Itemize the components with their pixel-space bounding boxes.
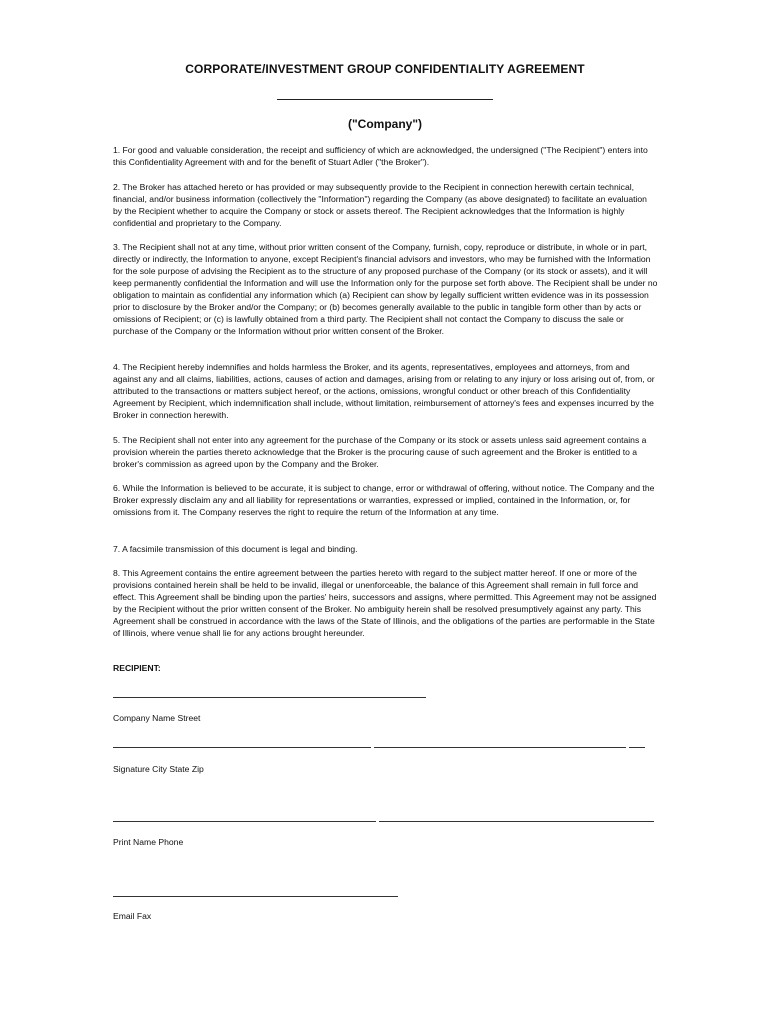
city-state-line[interactable] xyxy=(374,747,626,748)
document-title: CORPORATE/INVESTMENT GROUP CONFIDENTIALITY AGREEMENT xyxy=(185,62,585,76)
paragraph-5: 5. The Recipient shall not enter into any agreement for the purchase of the Company or its stock or assets unless said agreement contains a provision wherein the parties thereto acknowledge that the Broker is the procuring cause of such agreement and the Broker is entitled to a broker's commission as agreed upon by the Company and the Broker. xyxy=(113,435,647,469)
phone-line[interactable] xyxy=(379,821,654,822)
paragraph-8: 8. This Agreement contains the entire agreement between the parties hereto with regard to the subject matter hereof. If one or more of the provisions contained herein shall be held to be invalid, illegal or unenforceable, the balance of this Agreement shall remain in full force and effect. This Agreement shall be binding upon the parties' heirs, successors and assigns, where permitted. This Agreement may not be assigned by the Recipient without the prior written consent of the Broker. No ambiguity herein shall be resolved presumptively against any party. This Agreement shall be construed in accordance with the laws of the State of Illinois, and the obligations of the parties are performable in the State of Illinois, where venue shall lie for any actions brought hereunder. xyxy=(113,568,657,638)
print-name-line[interactable] xyxy=(113,821,376,822)
company-name-street-line[interactable] xyxy=(113,697,426,698)
signature-line[interactable] xyxy=(113,747,371,748)
paragraph-3: 3. The Recipient shall not at any time, without prior written consent of the Company, furnish, copy, reproduce or distribute, in whole or in part, directly or indirectly, the Information to anyone, except Recipient's financial advisors and investors, who may be furnished with the Information for the sole purpose of advising the Recipient as to the structure of any proposed purchase of the Company (or its stock or assets), and it will keep permanently confidential the Information and will use the Information only for the purpose set forth above. The Recipient shall be under no obligation to maintain as confidential any information which (a) Recipient can show by legally sufficient written evidence was in its possession prior to disclosure by the Broker and/or the Company; or (b) becomes generally available to the public in tangible form other than by acts or omissions of Recipient; or (c) is lawfully obtained from a third party. The Recipient shall not contact the Company to discuss the sale or purchase of the Company or the Information without prior written consent of the Broker. xyxy=(113,242,658,336)
paragraph-6: 6. While the Information is believed to be accurate, it is subject to change, error or withdrawal of offering, without notice. The Company and the Broker expressly disclaim any and all liability for representations or warranties, expressed or implied, contained in the Information, or, for omissions from it. The Company reserves the right to require the return of the Information at any time. xyxy=(113,483,655,517)
paragraph-4: 4. The Recipient hereby indemnifies and holds harmless the Broker, and its agents, representatives, employees and attorneys, from and against any and all claims, liabilities, actions, causes of action and damages, arising from or relating to any injury or loss arising out of, from, or attributed to the transactions or matters subject hereof, or the actions, omissions, wrongful conduct or other breach of this Confidentiality Agreement by Recipient, which indemnification shall include, without limitation, reimbursement of attorney's fees and expenses incurred by the Broker in connection herewith. xyxy=(113,362,655,420)
signature-city-state-zip-label: Signature City State Zip xyxy=(113,764,204,774)
print-name-phone-label: Print Name Phone xyxy=(113,837,184,847)
zip-line[interactable] xyxy=(629,747,645,748)
company-name-street-label: Company Name Street xyxy=(113,713,201,723)
email-fax-label: Email Fax xyxy=(113,911,152,921)
company-designation: ("Company") xyxy=(347,117,423,131)
company-name-blank-line[interactable] xyxy=(277,99,493,100)
paragraph-7: 7. A facsimile transmission of this document is legal and binding. xyxy=(113,544,358,554)
recipient-heading: RECIPIENT: xyxy=(113,663,161,673)
paragraph-1: 1. For good and valuable consideration, the receipt and sufficiency of which are acknowledged, the undersigned ("The Recipient") enters into this Confidentiality Agreement with and for the benefit of Stuart Adler ("the Broker"). xyxy=(113,145,648,167)
email-fax-line[interactable] xyxy=(113,896,398,897)
paragraph-2: 2. The Broker has attached hereto or has provided or may subsequently provide to the Recipient in connection herewith certain technical, financial, and/or business information (collectively the "Information") regarding the Company (as above designated) to facilitate an evaluation by the Recipient whether to acquire the Company or stock or assets thereof. The Recipient acknowledges that the Information is highly confidential and proprietary to the Company. xyxy=(113,182,647,228)
